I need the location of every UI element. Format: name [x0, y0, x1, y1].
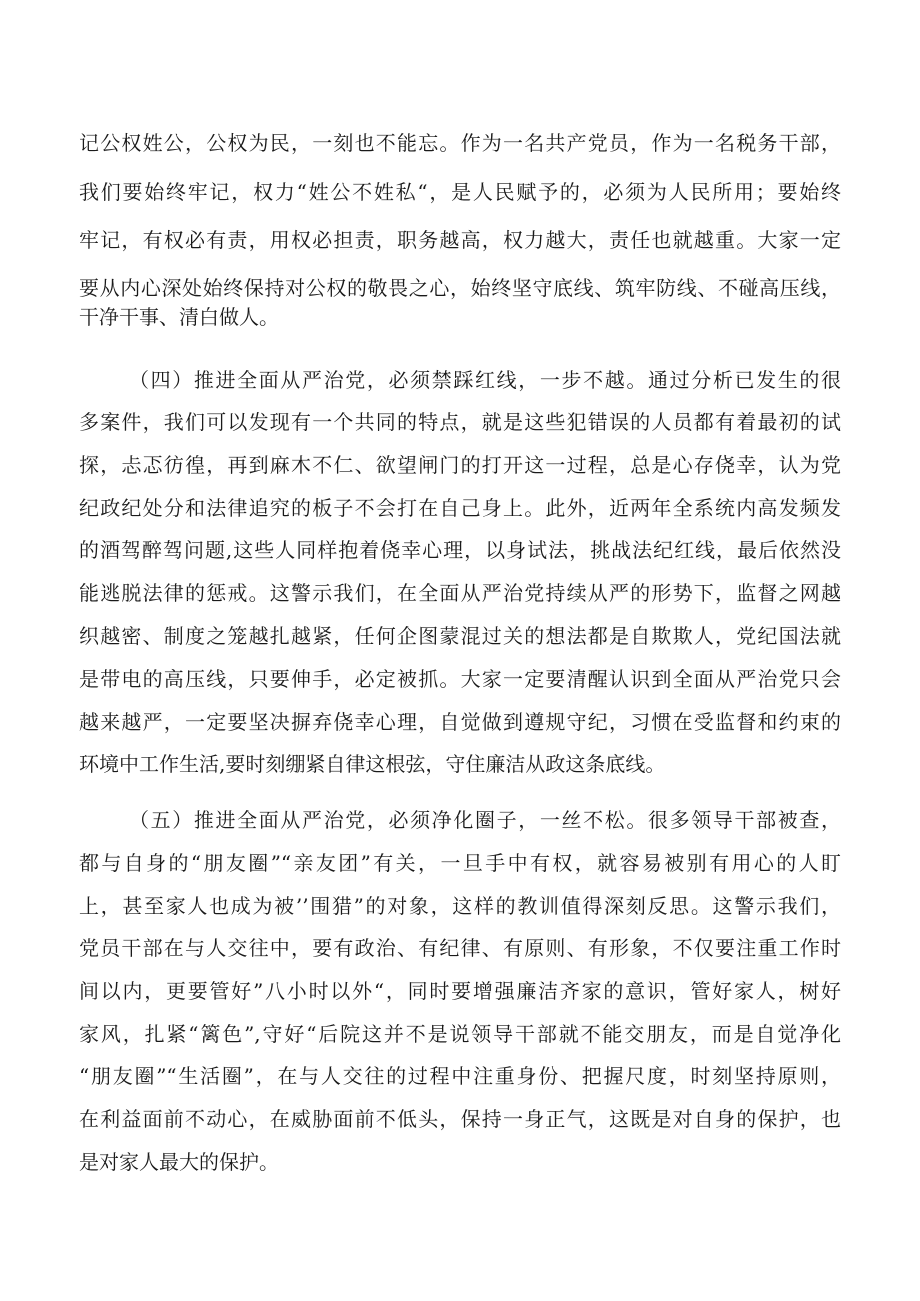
text-line: 在利益面前不动心，在威胁面前不低头，保持一身正气，这既是对自身的保护，也 — [79, 1107, 841, 1131]
text-line: 能逃脱法律的惩戒。这警示我们，在全面从严治党持续从严的形势下，监督之网越 — [79, 581, 841, 605]
text-line: 要从内心深处始终保持对公权的敬畏之心，始终坚守底线、筑牢防线、不碰高压线， — [79, 276, 841, 300]
text-line: 环境中工作生活,要时刻绷紧自律这根弦，守住廉洁从政这条底线。 — [79, 752, 666, 776]
text-line: 多案件，我们可以发现有一个共同的特点，就是这些犯错误的人员都有着最初的试 — [79, 410, 841, 434]
text-line: 纪政纪处分和法律追究的板子不会打在自己身上。此外，近两年全系统内高发频发 — [79, 496, 841, 520]
text-line: 越来越严，一定要坚决摒弃侥幸心理，自觉做到遵规守纪，习惯在受监督和约束的 — [79, 710, 841, 734]
paragraph-heading-line: （五）推进全面从严治党，必须净化圈子，一丝不松。很多领导干部被查， — [129, 808, 841, 832]
text-line: 的酒驾醉驾问题,这些人同样抱着侥幸心理，以身试法，挑战法纪红线，最后依然没 — [79, 538, 841, 562]
text-line: 是带电的高压线，只要伸手，必定被抓。大家一定要清醒认识到全面从严治党只会 — [79, 667, 841, 691]
text-line: 是对家人最大的保护。 — [79, 1150, 279, 1174]
text-line: 间以内，更要管好”八小时以外“，同时要增强廉洁齐家的意识，管好家人，树好 — [79, 979, 841, 1003]
text-line: 我们要始终牢记，权力“姓公不姓私“，是人民赋予的，必须为人民所用；要始终 — [79, 180, 841, 204]
text-line: 织越密、制度之笼越扎越紧，任何企图蒙混过关的想法都是自欺欺人，党纪国法就 — [79, 624, 841, 648]
text-line: 上，甚至家人也成为被’’围猎”的对象，这样的教训值得深刻反思。这警示我们， — [79, 894, 841, 918]
text-line: 都与自身的“朋友圈”“亲友团”有关，一旦手中有权，就容易被别有用心的人盯 — [79, 851, 841, 875]
paragraph-heading-line: （四）推进全面从严治党，必须禁踩红线，一步不越。通过分析已发生的很 — [129, 368, 841, 392]
text-line: 探，忐忑彷徨，再到麻木不仁、欲望闸门的打开这一过程，总是心存侥幸，认为党 — [79, 453, 841, 477]
text-line: 党员干部在与人交往中，要有政治、有纪律、有原则、有形象，不仅要注重工作时 — [79, 936, 841, 960]
text-line: 牢记，有权必有责，用权必担责，职务越高，权力越大，责任也就越重。大家一定 — [79, 228, 841, 252]
text-line: 记公权姓公，公权为民，一刻也不能忘。作为一名共产党员，作为一名税务干部， — [79, 131, 841, 155]
text-line: 家风，扎紧“篱色”,守好“后院这并不是说领导干部就不能交朋友，而是自觉净化 — [79, 1022, 841, 1046]
text-line: “朋友圈”“生活圈”，在与人交往的过程中注重身份、把握尺度，时刻坚持原则， — [79, 1064, 841, 1088]
text-line: 干净干事、清白做人。 — [79, 305, 279, 329]
